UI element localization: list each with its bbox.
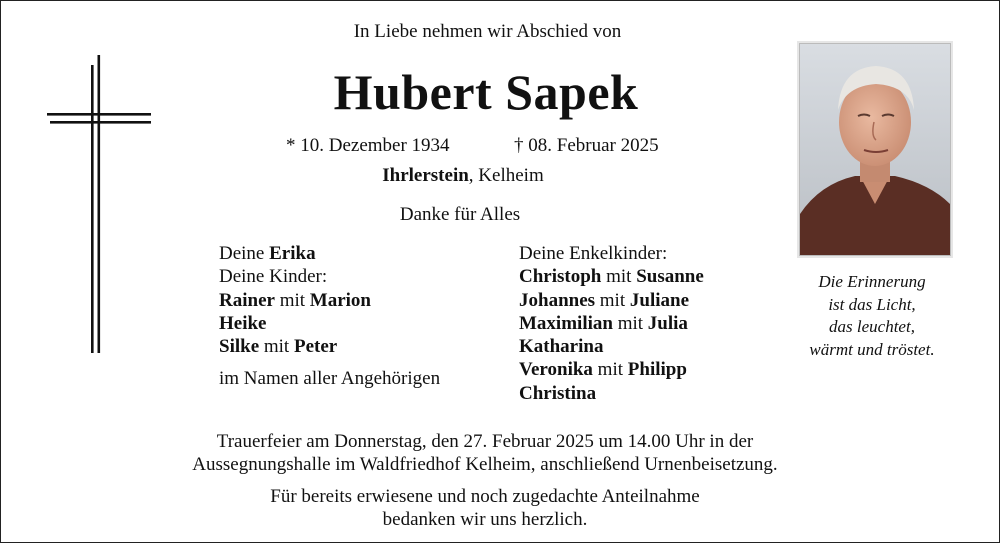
portrait-image bbox=[800, 44, 950, 255]
child-entry-name: Rainer bbox=[219, 289, 275, 311]
thanks-text: Danke für Alles bbox=[399, 204, 521, 225]
grandchild-entry-joiner: mit bbox=[595, 289, 630, 311]
quote bbox=[761, 271, 983, 361]
closing-line-1: Für bereits erwiesene und noch zugedachte Anteilnahme bbox=[270, 486, 700, 507]
children-list bbox=[219, 289, 440, 359]
quote-line: ist das Licht, bbox=[828, 294, 916, 314]
ceremony-line-2: Aussegnungshalle im Waldfriedhof Kelheim, anschließend Urnenbeisetzung. bbox=[192, 454, 778, 475]
grandchild-entry-name: Veronika bbox=[519, 359, 593, 381]
quote-line: Die Erinnerung bbox=[818, 272, 926, 291]
relatives-line: im Namen aller Angehörigen bbox=[219, 368, 441, 390]
family-right-column bbox=[519, 242, 704, 405]
grandchild-entry-partner: Susanne bbox=[636, 266, 704, 288]
child-entry bbox=[219, 312, 440, 335]
child-entry-joiner: mit bbox=[259, 336, 294, 358]
death-date: † 08. Februar 2025 bbox=[514, 135, 659, 156]
grandchild-entry-name: Christina bbox=[519, 382, 597, 404]
child-entry-joiner: mit bbox=[274, 289, 310, 311]
grandchild-entry-joiner: mit bbox=[601, 266, 637, 288]
grandchild-entry bbox=[519, 358, 704, 381]
grandchild-entry bbox=[519, 335, 704, 358]
intro-text: In Liebe nehmen wir Abschied von bbox=[353, 21, 622, 42]
child-entry-partner: Peter bbox=[293, 336, 338, 358]
grandchild-entry-partner: Julia bbox=[647, 312, 688, 334]
closing-line-2: bedanken wir uns herzlich. bbox=[382, 509, 588, 530]
grandchild-entry-name: Maximilian bbox=[519, 312, 613, 334]
grandchild-entry-name: Christoph bbox=[519, 266, 602, 288]
ceremony-line-1: Trauerfeier am Donnerstag, den 27. Februar 2025 um 14.00 Uhr in der bbox=[216, 431, 754, 452]
ceremony-info bbox=[1, 430, 969, 476]
residence bbox=[1, 165, 925, 187]
birth-date: * 10. Dezember 1934 bbox=[286, 135, 450, 156]
grandchild-entry bbox=[519, 312, 704, 335]
child-entry bbox=[219, 289, 440, 312]
wife-line bbox=[219, 242, 440, 265]
quote-line: das leuchtet, bbox=[829, 317, 915, 336]
child-entry-partner: Marion bbox=[309, 289, 371, 311]
residence-district: , Kelheim bbox=[468, 165, 544, 186]
children-heading: Deine Kinder: bbox=[219, 266, 328, 288]
child-entry bbox=[219, 335, 440, 358]
grandchild-entry-name: Katharina bbox=[519, 336, 604, 358]
grandchild-entry-joiner: mit bbox=[612, 312, 648, 334]
grandchildren-heading: Deine Enkelkinder: bbox=[519, 243, 668, 264]
grandchild-entry bbox=[519, 382, 704, 405]
grandchildren-list bbox=[519, 265, 704, 405]
residence-town: Ihrlerstein bbox=[382, 165, 469, 186]
child-entry-name: Silke bbox=[219, 336, 260, 358]
family-left-column bbox=[219, 242, 440, 391]
child-entry-name: Heike bbox=[219, 312, 267, 334]
wife-prefix: Deine bbox=[219, 243, 270, 264]
grandchild-entry-name: Johannes bbox=[519, 289, 596, 311]
portrait-photo bbox=[799, 43, 951, 256]
closing-thanks bbox=[1, 485, 969, 531]
wife-name: Erika bbox=[269, 243, 316, 264]
grandchild-entry-joiner: mit bbox=[592, 359, 628, 381]
grandchild-entry bbox=[519, 289, 704, 312]
deceased-name: Hubert Sapek bbox=[333, 64, 639, 120]
quote-line: wärmt und tröstet. bbox=[809, 339, 935, 359]
grandchild-entry-partner: Juliane bbox=[629, 289, 689, 311]
grandchild-entry-partner: Philipp bbox=[627, 359, 687, 381]
grandchild-entry bbox=[519, 265, 704, 288]
